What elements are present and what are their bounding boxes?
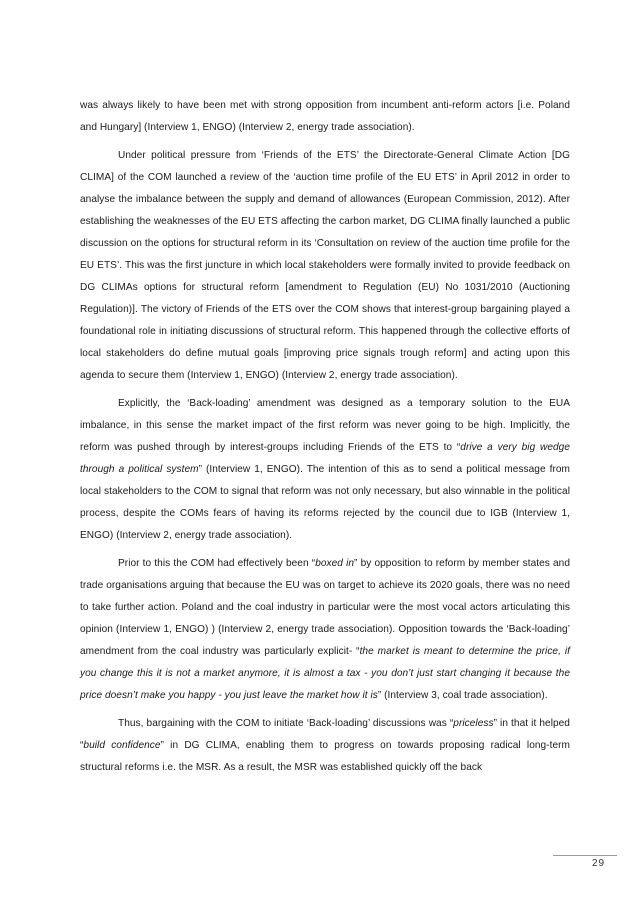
paragraph-3: Explicitly, the ‘Back-loading’ amendment was designed as a temporary solution to the EUA imbalance, in this sense the market impact of the first reform was never going to be high. Implicitly, the reform was pushed through by interest-groups including Friends of the ETS to “drive a very big wedge through a political system” (Interview 1, ENGO). The intention of this as to send a political message from local stakeholders to the COM to signal that reform was not only necessary, but also winnable in the political process, despite the COMs fears of having its reforms rejected by the council due to IGB (Interview 1, ENGO) (Interview 2, energy trade association). <box>80 398 571 541</box>
italic-quote: build confidence <box>83 740 161 751</box>
paragraph-1: was always likely to have been met with strong opposition from incumbent anti-reform actors [i.e. Poland and Hungary] (Interview 1, ENGO) (Interview 2, energy trade association). <box>80 100 570 133</box>
paragraph-4: Prior to this the COM had effectively been “boxed in” by opposition to reform by member states and trade organisations arguing that because the EU was on target to achieve its 2020 goals, there was no need to take further action. Poland and the coal industry in particular were the most vocal actors articulating this opinion (Interview 1, ENGO) ) (Interview 2, energy trade association). Opposition towards the ‘Back-loading’ amendment from the coal industry was particularly explicit- “the market is meant to determine the price, if you change this it is not a market anymore, it is almost a tax - you don’t just start changing it because the price doesn’t make you happy - you just leave the market how it is” (Interview 3, coal trade association). <box>80 558 571 701</box>
paragraph-5: Thus, bargaining with the COM to initiate ‘Back-loading’ discussions was “priceless” in that it helped “build confidence” in DG CLIMA, enabling them to progress on towards proposing radical long-term structural reforms i.e. the MSR. As a result, the MSR was established quickly off the back <box>80 718 570 773</box>
italic-quote: boxed in <box>315 558 355 569</box>
italic-quote: the market is meant to determine the price, if you change this it is not a market anymore, it is almost a tax - you don’t just start changing it because the price doesn’t make you happy - you just leave the market how it is <box>80 646 570 701</box>
body-text <box>80 95 570 785</box>
page-number: 29 <box>592 858 606 869</box>
footer-rule <box>553 855 617 856</box>
italic-quote: priceless <box>453 718 494 729</box>
italic-quote: drive a very big wedge through a political system <box>80 442 571 475</box>
paragraph-2: Under political pressure from ‘Friends of the ETS’ the Directorate-General Climate Action [DG CLIMA] of the COM launched a review of the ‘auction time profile of the EU ETS’ in April 2012 in order to analyse the imbalance between the supply and demand of allowances (European Commission, 2012). After establishing the weaknesses of the EU ETS affecting the carbon market, DG CLIMA finally launched a public discussion on the options for structural reform in its ‘Consultation on review of the auction time profile for the EU ETS’. This was the first juncture in which local stakeholders were formally invited to provide feedback on DG CLIMAs options for structural reform [amendment to Regulation (EU) No 1031/2010 (Auctioning Regulation)]. The victory of Friends of the ETS over the COM shows that interest-group bargaining played a foundational role in initiating discussions of structural reform. This happened through the collective efforts of local stakeholders do define mutual goals [improving price signals trough reform] and acting upon this agenda to secure them (Interview 1, ENGO) (Interview 2, energy trade association). <box>80 150 570 381</box>
